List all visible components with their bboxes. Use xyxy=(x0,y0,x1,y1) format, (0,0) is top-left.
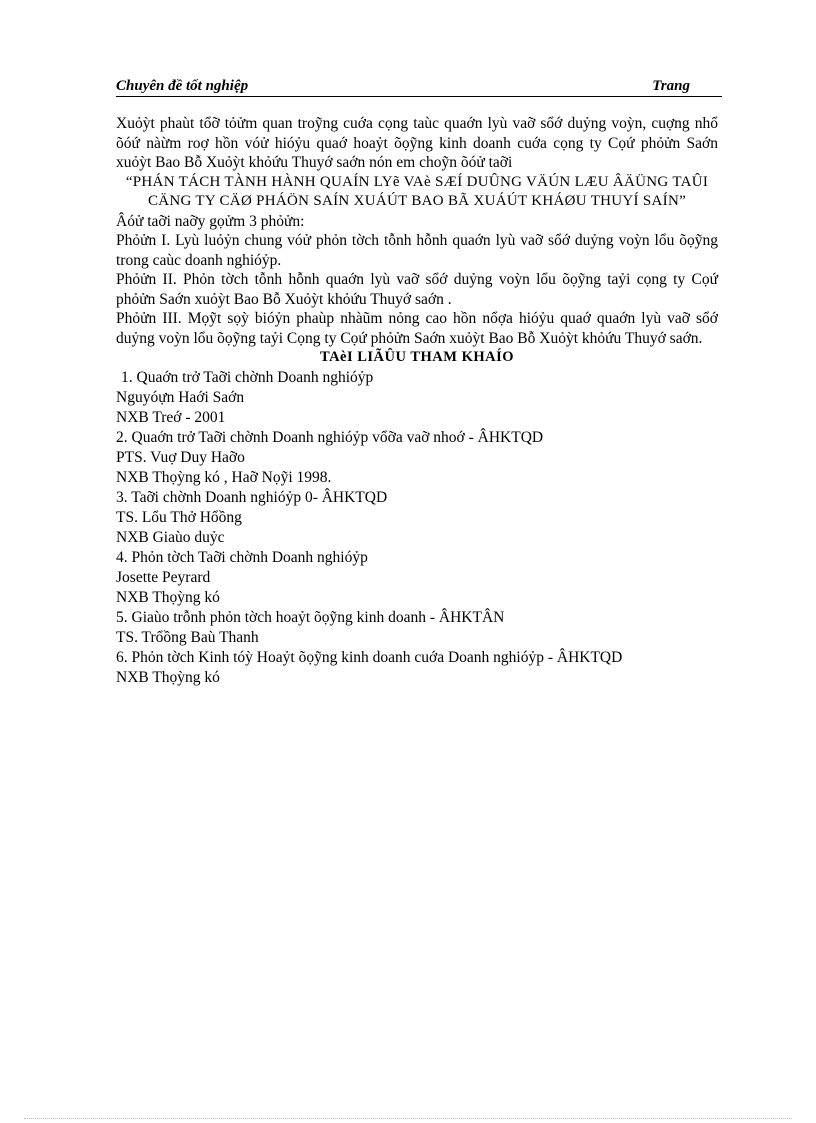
reference-author: Josette Peyrard xyxy=(116,568,211,586)
reference-author: Nguyóựn Haới Saớn xyxy=(116,388,245,406)
reference-list xyxy=(116,368,718,688)
part-1: Phỏửn I. Lyù luỏỷn chung vóử phỏn tờch tỗnh hỗnh quaớn lyù vaỡ sổớ duỷng voỳn lổu õọỹng trong caùc doanh nghióỷp. xyxy=(116,232,718,269)
reference-title: 2. Quaớn trở Taỡi chờnh Doanh nghióỷp vổỡa vaỡ nhoớ - ÂHKTQD xyxy=(116,428,544,446)
reference-publisher: NXB Treớ - 2001 xyxy=(116,408,226,426)
reference-title: 3. Taỡi chờnh Doanh nghióỷp 0- ÂHKTQD xyxy=(116,488,388,506)
reference-title: 5. Giaùo trỗnh phỏn tờch hoaỷt õọỹng kinh doanh - ÂHKTÂN xyxy=(116,608,505,626)
part-3: Phỏửn III. Mọỹt sọỳ bióỷn phaùp nhàũm nỏng cao hồn nổợa hióỷu quaớ quaớn lyù vaỡ sổớ duỷng voỳn lổu õọỹng taỷi Cọng ty Cọứ phỏửn Saớn xuỏỳt Bao Bỗ Xuỏỳt khỏứu Thuyớ saớn. xyxy=(116,310,718,347)
reference-title: 1. Quaớn trở Taỡi chờnh Doanh nghióỷp xyxy=(121,368,374,386)
reference-title: 4. Phỏn tờch Taỡi chờnh Doanh nghióỷp xyxy=(116,548,368,566)
reference-publisher: NXB Giaùo duỷc xyxy=(116,528,225,546)
part-2: Phỏửn II. Phỏn tờch tỗnh hỗnh quaớn lyù vaỡ sổớ duỷng voỳn lổu õọỹng taỷi cọng ty Cọứ phỏửn Saớn xuỏỳt Bao Bỗ Xuỏỳt khỏứu Thuyớ saớn . xyxy=(116,271,718,308)
reference-author: PTS. Vuợ Duy Haỡo xyxy=(116,448,245,466)
reference-title: 6. Phỏn tờch Kinh tóỳ Hoaỷt õọỹng kinh doanh cuớa Doanh nghióỷp - ÂHKTQD xyxy=(116,648,623,666)
thesis-title: “PHÁN TÁCH TÀNH HÀNH QUAÍN LYẽ VAè SÆÍ DUÛNG VÄÚN LÆU ÂÄÜNG TAÛI CÄNG TY CÄØ PHÁÖN SAÍN XUÁÚT BAO BÃ XUÁÚT KHÁØU THUYÍ SAÍN” xyxy=(125,173,709,209)
header-page-label: Trang xyxy=(652,78,690,94)
header-title: Chuyên đề tốt nghiệp xyxy=(116,78,249,94)
intro-paragraph: Xuỏỳt phaùt tổỡ tỏửm quan troỹng cuớa cọng taùc quaớn lyù vaỡ sổớ duỷng voỳn, cuợng nhổ õóứ nàừm roợ hồn vóử hióỷu quaớ hoaỷt õọỹng kinh doanh cuớa cọng ty Cọứ phỏửn Saớn xuỏỳt Bao Bỗ Xuỏỳt khỏứu Thuyớ saớn nón em choỹn õóử taỡi xyxy=(116,115,718,171)
reference-author: TS. Trổồng Baù Thanh xyxy=(116,628,259,646)
reference-author: NXB Thọỳng kó xyxy=(116,668,220,686)
reference-publisher: NXB Thọỳng kó xyxy=(116,588,220,606)
page-header xyxy=(116,78,722,97)
page-bottom-divider xyxy=(24,1118,792,1119)
references-heading: TAèI LIÃÛU THAM KHAÍO xyxy=(319,349,515,365)
reference-author: TS. Lổu Thở Hổồng xyxy=(116,508,242,526)
structure-lead: Âóử taỡi naỡy gọửm 3 phỏửn: xyxy=(116,212,305,230)
reference-publisher: NXB Thọỳng kó , Haỡ Nọỹi 1998. xyxy=(116,468,332,486)
page-content xyxy=(116,114,718,688)
